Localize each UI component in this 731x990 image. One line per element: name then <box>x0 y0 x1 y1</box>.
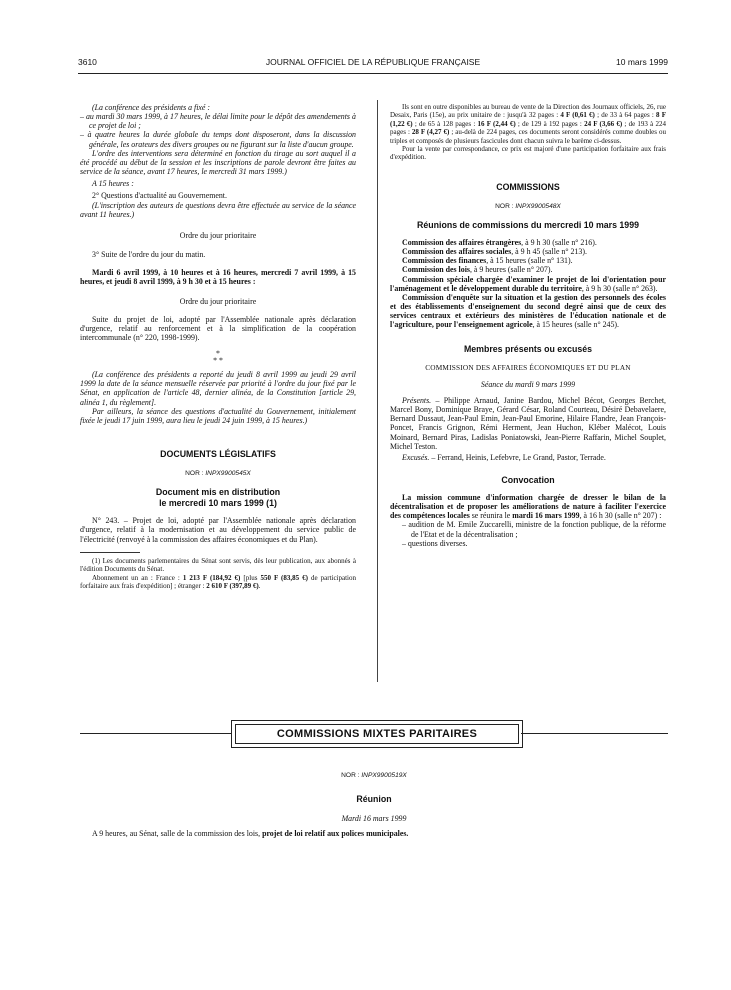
convocation-date: mardi 16 mars 1999 <box>512 511 580 521</box>
agenda-item: Suite du projet de loi, adopté par l'Assemblée nationale après déclaration d'urgence, relatif au renforcement et à la simplification de la coopération intercommunale (n° 220, 1998-1999). <box>80 314 356 342</box>
nor-label: NOR : <box>185 470 204 478</box>
price: 2 610 F (397,89 €) <box>206 581 259 590</box>
nor-code: INPX9900545X <box>205 470 251 478</box>
price: 24 F (3,66 €) <box>584 119 623 128</box>
cmp-text-part: A 9 heures, au Sénat, salle de la commission des lois, <box>92 829 263 839</box>
commission-name: Commission des finances <box>402 256 487 266</box>
price: 8 F (1,22 €) <box>390 111 666 128</box>
sales-text: ; de 33 à 64 pages : <box>594 111 657 120</box>
conference-item: – à quatre heures la durée globale du temps dont disposeront, dans la discussion générale, les orateurs des divers groupes ou ne figurant sur la liste d'aucun groupe. <box>80 130 356 149</box>
time-slot <box>80 179 356 188</box>
cmp-rule-right <box>521 733 668 734</box>
price: 550 F (83,85 €) <box>260 573 308 582</box>
document-text: – Projet de loi, adopté par l'Assemblée nationale après déclaration d'urgence, relatif à la modernisation et au développement du service public de l'électricité (renvoyé à la commission des affaires économiques et du Plan). <box>80 516 357 544</box>
sales-text: ; de 65 à 128 pages : <box>412 119 478 128</box>
attendance-present <box>390 396 666 451</box>
price: 16 F (2,44 €) <box>477 119 516 128</box>
footnote-text: Abonnement un an : France : <box>92 573 183 582</box>
agenda-item: 2° Questions d'actualité au Gouvernement. <box>92 191 227 201</box>
session-dates: Mardi 6 avril 1999, à 10 heures et à 16 heures, mercredi 7 avril 1999, à 15 heures, et jeudi 8 avril 1999, à 9 h 30 et à 15 heures : <box>80 268 356 287</box>
conference-paragraph: Par ailleurs, la séance des questions d'actualité du Gouvernement, initialement fixée le jeudi 17 juin 1999, aura lieu le jeudi 24 juin 1999, à 15 heures.) <box>80 406 356 425</box>
footnote-text: de participation forfaitaire aux frais d'expédition] ; étranger : <box>80 573 357 590</box>
time-slot-text: A 15 heures : <box>92 179 134 189</box>
page-number: 3610 <box>78 57 97 67</box>
convocation-text-part: , à 16 h 30 (salle n° 207) : <box>579 511 662 521</box>
separator-stars: * * <box>213 356 223 366</box>
footnote: (1) Les documents parlementaires du Sénat sont servis, dès leur publication, aux abonnés à l'édition Documents du Sénat. <box>80 556 356 574</box>
meeting-time: , à 9 h 30 (salle n° 263). <box>581 283 658 293</box>
mission-name: La mission commune d'information chargée de dresser le bilan de la décentralisation et de proposer les améliorations de nature à faciliter l'exercice des compétences locales <box>390 492 666 521</box>
convocation-text <box>390 493 666 520</box>
attendance-excused <box>390 453 666 462</box>
footnote-text: . <box>258 581 261 590</box>
cmp-bill: projet de loi relatif aux polices municipales. <box>262 829 409 839</box>
meeting-entry <box>390 247 666 256</box>
convocation-item: – questions diverses. <box>402 538 468 548</box>
cmp-heading-box <box>231 720 523 748</box>
column-divider <box>377 100 378 682</box>
nor-code: INPX9900519X <box>361 772 407 779</box>
meeting-time: , à 9 h 30 (salle n° 216). <box>521 238 597 247</box>
attendance-names: – Philippe Arnaud, Janine Bardou, Michel Bécot, Georges Berchet, Marcel Bony, Dominique Braye, Gérard César, Roland Courteau, Désiré Debavelaere, Bernard Dussaut, Jean-Paul Emin, Jean-Paul Emorine, Hilaire Flandre, Jean François-Poncet, Francis Grignon, Rémi Herment, Jean Huchon, Kléber Malécot, Louis Moinard, Bernard Piras, Ladislas Poniatowski, Jean-Pierre Raffarin, Michel Souplet, Michel Teston. <box>390 395 666 451</box>
cmp-section <box>80 771 668 838</box>
meeting-entry <box>390 238 666 247</box>
meeting-time: , à 9 heures (salle n° 207). <box>469 265 553 275</box>
left-column <box>80 103 356 590</box>
section-subheading: Convocation <box>501 474 555 485</box>
sales-text: Ils sont en outre disponibles au bureau de vente de la Direction des Journaux officiels, 26, rue Desaix, Paris (15e), au prix unitaire de : jusqu'à 32 pages : <box>390 103 666 120</box>
nor-reference <box>80 771 668 780</box>
meetings-title: Réunions de commissions du mercredi 10 mars 1999 <box>417 220 639 230</box>
header-rule <box>78 73 668 74</box>
meeting-entry <box>390 275 666 293</box>
sales-info <box>390 103 666 145</box>
convocation-item: – audition de M. Emile Zuccarelli, ministre de la fonction publique, de la réforme de l'Etat et de la décentralisation ; <box>402 520 666 539</box>
cmp-reunion-title: Réunion <box>356 794 392 805</box>
conference-note: (La conférence des présidents a fixé : <box>92 103 211 112</box>
document-title: le mercredi 10 mars 1999 (1) <box>159 498 277 509</box>
document-entry <box>80 516 356 543</box>
footnote-rule <box>80 552 140 553</box>
nor-reference <box>390 202 666 211</box>
commission-name: Commission des affaires sociales <box>402 247 512 257</box>
meeting-time: , à 15 heures (salle n° 245). <box>532 320 620 330</box>
footnote <box>80 574 356 591</box>
nor-reference <box>80 469 356 478</box>
meeting-entry <box>390 265 666 274</box>
conference-item: – au mardi 30 mars 1999, à 17 heures, le délai limite pour le dépôt des amendements à ce projet de loi ; <box>80 112 356 131</box>
section-heading: COMMISSIONS <box>496 181 560 192</box>
section-heading: DOCUMENTS LÉGISLATIFS <box>160 449 276 460</box>
header-date: 10 mars 1999 <box>616 57 668 67</box>
agenda-item: 3° Suite de l'ordre du jour du matin. <box>92 250 206 260</box>
commission-name: Commission des lois <box>402 265 470 275</box>
sales-text: ; au-delà de 224 pages, ces documents seront considérés comme doubles ou triples et composés de plusieurs fascicules dont chacun suivra le barème ci-dessus. <box>390 128 666 145</box>
sales-text: ; de 129 à 192 pages : <box>515 119 585 128</box>
nor-code: INPX9900548X <box>515 202 561 210</box>
cmp-heading: COMMISSIONS MIXTES PARITAIRES <box>235 724 519 744</box>
journal-title: JOURNAL OFFICIEL DE LA RÉPUBLIQUE FRANÇAISE <box>265 57 481 67</box>
page-header <box>78 57 668 69</box>
conference-paragraph: (La conférence des présidents a reporté du jeudi 8 avril 1999 au jeudi 29 avril 1999 la date de la séance mensuelle réservée par priorité à l'ordre du jour fixé par le Sénat, en application de l'article 48, dernier alinéa, de la Constitution [article 29, alinéa 1, du règlement]. <box>80 370 356 407</box>
commission-name: Commission spéciale chargée d'examiner le projet de loi d'orientation pour l'aménagement et le développement durable du territoire <box>390 274 666 293</box>
attendance-label: Excusés. <box>402 452 430 462</box>
cmp-text <box>80 829 668 838</box>
price: 4 F (0,61 €) <box>560 111 595 120</box>
price: 28 F (4,27 €) <box>411 128 450 137</box>
nor-label: NOR : <box>495 202 514 210</box>
attendance-names: – Ferrand, Heinis, Lefebvre, Le Grand, Pastor, Terrade. <box>429 452 606 462</box>
conference-paragraph: L'ordre des interventions sera déterminé en fonction du tirage au sort auquel il a été procédé au début de la session et les inscriptions de parole devront être faites au service de la séance, avant 17 heures, le mercredi 31 mars 1999.) <box>80 148 356 177</box>
meeting-entry <box>390 293 666 330</box>
nor-label: NOR : <box>341 772 360 779</box>
convocation-text-part: se réunira le <box>469 511 513 521</box>
agenda-priority: Ordre du jour prioritaire <box>179 296 257 306</box>
price: 1 213 F (184,92 €) <box>182 573 241 582</box>
right-column <box>390 103 666 548</box>
agenda-note: (L'inscription des auteurs de questions devra être effectuée au service de la séance avant 11 heures.) <box>80 200 356 219</box>
separator-stars: * <box>216 349 220 359</box>
document-number: N° 243. <box>92 516 120 526</box>
cmp-date: Mardi 16 mars 1999 <box>341 814 407 824</box>
seance-date: Séance du mardi 9 mars 1999 <box>480 379 576 389</box>
footnote-text: [plus <box>240 573 261 582</box>
commission-title: COMMISSION DES AFFAIRES ÉCONOMIQUES ET DU PLAN <box>425 362 631 372</box>
cmp-rule-left <box>80 733 231 734</box>
document-title: Document mis en distribution <box>155 487 281 498</box>
meeting-time: , à 9 h 45 (salle n° 213). <box>511 247 587 257</box>
commission-name: Commission d'enquête sur la situation et la gestion des personnels des écoles et des établissements d'enseignement du second degré ainsi que de ceux des services centraux et extérieurs des ministères de l'éducation nationale et de l'agriculture, pour l'enseignement agricole <box>390 292 666 330</box>
attendance-label: Présents. <box>402 395 432 405</box>
meeting-time: , à 15 heures (salle n° 131). <box>486 256 573 266</box>
sales-info: Pour la vente par correspondance, ce prix est majoré d'une participation forfaitaire aux frais d'expédition. <box>390 145 666 162</box>
section-subheading: Membres présents ou excusés <box>463 343 593 354</box>
commission-name: Commission des affaires étrangères <box>402 238 522 247</box>
meeting-entry <box>390 256 666 265</box>
sales-text: ; de 193 à 224 pages : <box>390 119 666 137</box>
agenda-priority: Ordre du jour prioritaire <box>179 230 257 240</box>
